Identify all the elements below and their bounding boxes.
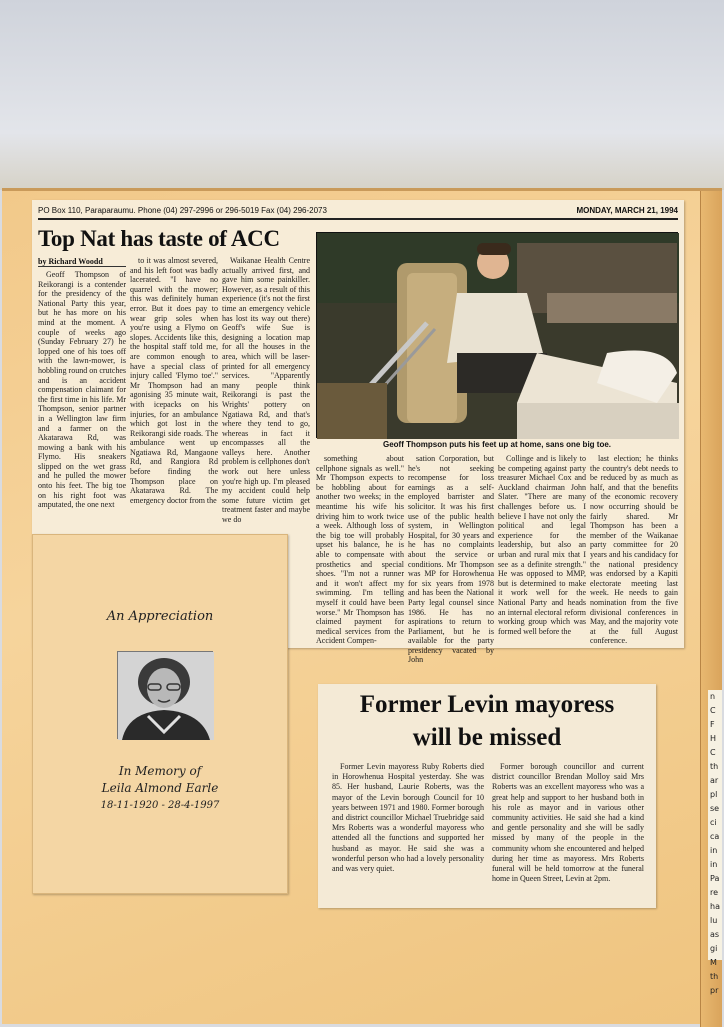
deceased-name: Leila Almond Earle	[101, 781, 219, 795]
article-column-5: sation Corporation, but he's not seeking recompense for loss earnings as a self-employed barrister and solicitor. It was his first use of the public health system, in Wellington Hospital, for 30 years and he has no complaints about the service or conditions. Mr Thompson was MP for Horowhenua for six years from 1978 and has been the National Party legal counsel since 1986. He has no aspirations to return to Parliament, but he is available for the party presidency vacated by John	[408, 454, 494, 665]
article-byline: by Richard Woodd	[38, 257, 126, 267]
article-column-3: Waikanae Health Centre actually arrived first, and gave him some painkiller. However, as a result of this experience (it's not the first time an emergency vehicle has lost its way out there) Geoff's wife Sue is designing a location map for all the houses in the area, which will be laser-printed for all emergency services. "Apparently many people think Reikorangi is past the Wrights' pottery on Ngatiawa Rd, and that's where they tend to go, whereas in fact it encompasses all the valleys here. Another problem is cellphones don't work out here unless you're high up. I'm pleased my accident could help some future victim get treatment faster and maybe we do	[222, 256, 310, 525]
life-dates: 18-11-1920 - 28-4-1997	[100, 800, 220, 811]
mayoress-column-2: Former borough councillor and current district councillor Brendan Molloy said Mrs Roberts was an excellent mayoress who was a great help and support to her husband both in his role as mayor and in various other community activities. He said she had a kind and gentle personality and she will be sadly missed by many of the people in the community whom she encountered and helped during her time as mayoress. Mrs Roberts funeral will be held tomorrow at the funeral home in Queen Street, Levin at 2pm.	[492, 762, 644, 884]
memory-line: In Memory of	[118, 764, 202, 778]
masthead-date: MONDAY, MARCH 21, 1994	[576, 206, 678, 215]
article-column-4: something about cellphone signals as well." Mr Thompson expects to be hobbling about for another two weeks; in the meantime his wife his driving him to work twice a week. Although loss of the big toe will probably upset his balance, he is able to compensate with prosthetics and special shoes. "I'm not a runner and it won't affect my swimming. I'm telling myself it could have been worse." Mr Thompson has claimed payment for medical services from the Accident Compen-	[316, 454, 404, 646]
article-photo	[316, 232, 678, 438]
portrait-image	[118, 652, 214, 740]
masthead-contact: PO Box 110, Paraparaumu. Phone (04) 297-2996 or 296-5019 Fax (04) 296-2073	[38, 206, 327, 215]
mayoress-column-1: Former Levin mayoress Ruby Roberts died in Horowhenua Hospital yesterday. She was 85. Her husband, Laurie Roberts, was the mayor of the Levin borough Council for 10 years between 1971 and 1980. Former borough and district councillor Michael Truebridge said Mrs Roberts was a wonderful mayoress who attended all the functions and supported her husband as mayor. He said she was a wonderful person who had a lovely personality and was very quiet.	[332, 762, 484, 874]
appreciation-card	[32, 534, 288, 894]
card-title: An Appreciation	[106, 609, 214, 624]
article-headline: Top Nat has taste of ACC	[38, 226, 280, 251]
headline-line-1: Former Levin mayoress	[359, 691, 615, 718]
news-clipping-mayoress	[318, 684, 656, 908]
background-wall	[0, 0, 724, 190]
photo-caption: Geoff Thompson puts his feet up at home, sans one big toe.	[382, 440, 611, 449]
article-column-2: to it was almost severed, and his left foot was badly lacerated. "I have no quarrel with the mower; this was definitely human error. But it does pay to wear grip soles when you're using a Flymo on slopes. Accidents like this, the hospital staff told me, are common enough to have a special class of injury called 'Flymo toe'." Mr Thompson had an agonising 35 minute wait, with icepacks on his injuries, for an ambulance which got lost in the Reikorangi side roads. The ambulance went up Ngatiawa Rd, Mangaone Rd, and Rangiora Rd before finding the Thompson place on Akatarawa Rd. The emergency doctor from the	[130, 256, 218, 505]
portrait-photo	[117, 651, 213, 739]
article-column-7: last election; he thinks the country's debt needs to be reduced by as much as half, and that the benefits of the economic recovery now occurring should be fairly shared. Mr Thompson has been a member of the Waikanae party committee for 20 years and his candidacy for the national presidency was endorsed by a Kapiti electorate meeting last week. He needs to gain nomination from the five divisional conferences in May, and the majority vote at the full August conference.	[590, 454, 678, 646]
masthead	[38, 206, 678, 220]
memory-block	[33, 763, 287, 814]
photo-geoff-thompson	[317, 233, 679, 439]
headline-line-2: will be missed	[412, 724, 562, 751]
next-page-fragment: n C F H C th ar pl se ci ca in in Pa re ha lu as gi M th pr	[708, 690, 722, 960]
mayoress-headline	[318, 688, 656, 754]
article-column-1: Geoff Thompson of Reikorangi is a contender for the presidency of the National Party this year, but he has more on his mind at the moment. A couple of weeks ago (Sunday February 27) he lopped one of his toes off with the lawn-mower, is hobbling round on crutches and is an accident compensation claimant for the first time in his life. Mr Thompson, senior partner in a Wellington law firm and a farmer on the Akatarawa Rd, was mowing a bank with his Flymo. His sneakers slipped on the wet grass and he pulled the mower onto his feet. The big toe on his right foot was amputated, the one next	[38, 270, 126, 510]
article-column-6: Collinge and is likely to be competing against party treasurer Michael Cox and Auckland chairman John Slater. "There are many challenges before us. I believe I have not only the political and legal experience for the leadership, but also an urban and rural mix that I see as a definite strength." He was opposed to MMP, but is determined to make it work well for the National Party and heads an internal electoral reform working group which was formed well before the	[498, 454, 586, 636]
